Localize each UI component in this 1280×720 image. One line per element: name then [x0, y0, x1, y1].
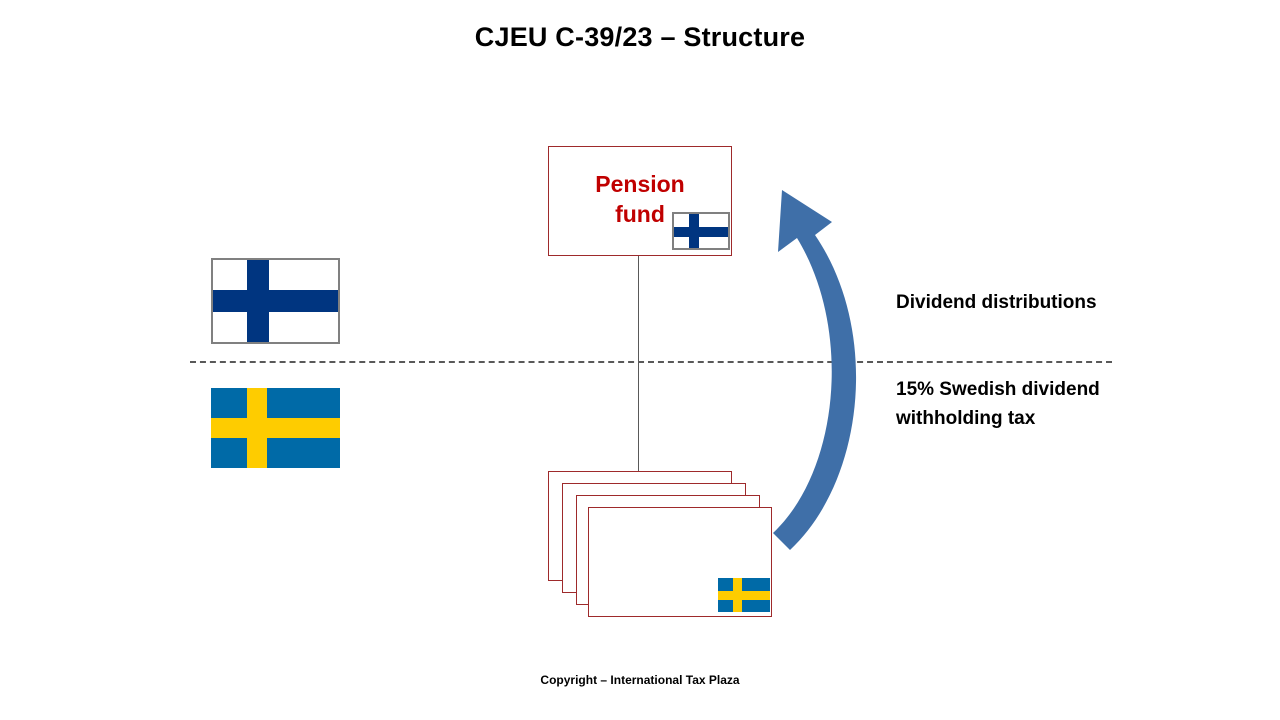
pension-fund-label-line1: Pension	[595, 171, 685, 197]
finland-flag-icon	[672, 212, 730, 250]
flag-cross-horizontal	[211, 418, 340, 438]
flag-cross-horizontal	[213, 290, 338, 312]
flag-cross-horizontal	[718, 591, 770, 600]
copyright-footer: Copyright – International Tax Plaza	[540, 673, 740, 687]
withholding-tax-label: 15% Swedish dividend withholding tax	[896, 379, 1100, 429]
finland-flag-icon	[211, 258, 340, 344]
dividend-distributions-label: Dividend distributions	[896, 292, 1097, 313]
pension-fund-label-line2: fund	[615, 201, 665, 227]
ownership-connector-line	[638, 256, 639, 471]
dividend-flow-arrow-icon	[770, 180, 900, 555]
sweden-flag-icon	[718, 578, 770, 612]
jurisdiction-divider	[190, 361, 1112, 363]
sweden-flag-icon	[211, 388, 340, 468]
flag-cross-horizontal	[674, 227, 728, 237]
page-title: CJEU C-39/23 – Structure	[474, 22, 806, 52]
